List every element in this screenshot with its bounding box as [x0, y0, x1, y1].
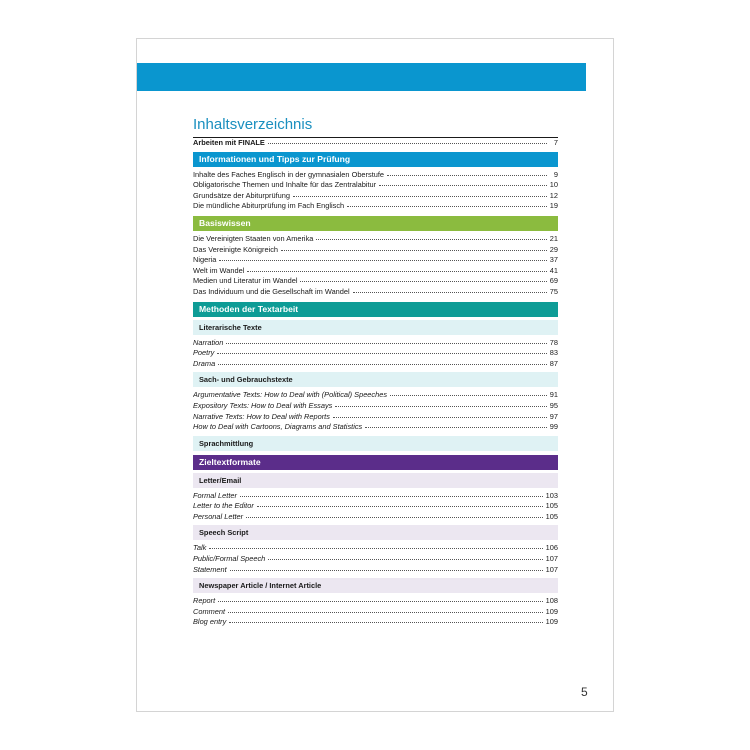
toc-entry[interactable] — [193, 554, 558, 565]
toc-entry[interactable] — [193, 596, 558, 607]
toc-entry-label: Expository Texts: How to Deal with Essays — [193, 400, 333, 410]
toc-entry-label: Drama — [193, 358, 216, 368]
toc-entry-page: 29 — [549, 244, 558, 254]
toc-entry-page: 106 — [545, 543, 558, 553]
toc-entry-page: 99 — [549, 422, 558, 432]
toc-entry-page: 9 — [553, 169, 558, 179]
toc-entry-page: 37 — [549, 255, 558, 265]
toc-entry-label: Argumentative Texts: How to Deal with (Political) Speeches — [193, 390, 388, 400]
toc-entry-page: 95 — [549, 400, 558, 410]
toc-entry-page: 7 — [553, 138, 558, 147]
table-of-contents — [193, 115, 558, 628]
dot-leader — [379, 185, 547, 186]
dot-leader — [390, 395, 547, 396]
dot-leader — [335, 406, 546, 407]
subsection-heading-literarische-texte: Literarische Texte — [193, 320, 558, 335]
toc-entry-page: 75 — [549, 286, 558, 296]
section-heading-basiswissen: Basiswissen — [193, 216, 558, 231]
subsection-heading-newspaper-article: Newspaper Article / Internet Article — [193, 578, 558, 593]
toc-entry-page: 97 — [549, 411, 558, 421]
dot-leader — [316, 239, 546, 240]
subsection-heading-letter-email: Letter/Email — [193, 473, 558, 488]
toc-entry-page: 109 — [545, 606, 558, 616]
subsection-heading-speech-script: Speech Script — [193, 525, 558, 540]
toc-entry[interactable] — [193, 191, 558, 202]
toc-entry-page: 103 — [545, 490, 558, 500]
section-heading-zieltextformate: Zieltextformate — [193, 455, 558, 470]
toc-entry[interactable] — [193, 501, 558, 512]
toc-entry-page: 41 — [549, 265, 558, 275]
toc-entry-label: How to Deal with Cartoons, Diagrams and Statistics — [193, 422, 363, 432]
toc-entry[interactable] — [193, 565, 558, 576]
toc-entry-page: 10 — [549, 180, 558, 190]
toc-entry-page: 105 — [545, 511, 558, 521]
toc-entry-label: Letter to the Editor — [193, 501, 254, 511]
dot-leader — [387, 175, 547, 176]
toc-entry-page: 108 — [545, 596, 558, 606]
toc-entry-label: Die Vereinigten Staaten von Amerika — [193, 233, 314, 243]
toc-entry[interactable] — [193, 170, 558, 181]
dot-leader — [218, 601, 542, 602]
toc-entry-page: 19 — [549, 201, 558, 211]
dot-leader — [230, 570, 543, 571]
toc-entry[interactable] — [193, 287, 558, 298]
dot-leader — [246, 517, 543, 518]
toc-entry-label: Die mündliche Abiturprüfung im Fach Englisch — [193, 201, 345, 211]
toc-entry-label: Public/Formal Speech — [193, 554, 266, 564]
subsection-heading-sprachmittlung: Sprachmittlung — [193, 436, 558, 451]
toc-entry[interactable] — [193, 401, 558, 412]
toc-entry[interactable] — [193, 338, 558, 349]
toc-entry[interactable] — [193, 245, 558, 256]
toc-entry[interactable] — [193, 412, 558, 423]
toc-entry[interactable] — [193, 607, 558, 618]
dot-leader — [293, 196, 547, 197]
toc-entry[interactable] — [193, 201, 558, 212]
toc-entry[interactable] — [193, 512, 558, 523]
dot-leader — [209, 548, 542, 549]
dot-leader — [353, 292, 547, 293]
section-basiswissen-list — [193, 234, 558, 298]
toc-entry[interactable] — [193, 234, 558, 245]
toc-entry-label: Nigeria — [193, 255, 217, 265]
toc-entry-label: Grundsätze der Abiturprüfung — [193, 190, 290, 200]
dot-leader — [268, 143, 547, 144]
dot-leader — [268, 559, 542, 560]
page-title: Inhaltsverzeichnis — [193, 116, 313, 133]
toc-entry[interactable] — [193, 137, 558, 148]
toc-entry-page: 87 — [549, 358, 558, 368]
toc-entry-label: Arbeiten mit FINALE — [193, 138, 265, 147]
dot-leader — [247, 271, 546, 272]
toc-entry[interactable] — [193, 422, 558, 433]
toc-entry-page: 109 — [545, 617, 558, 627]
toc-entry-label: Blog entry — [193, 617, 227, 627]
page-number: 5 — [581, 685, 588, 699]
toc-entry-label: Personal Letter — [193, 511, 244, 521]
toc-entry-label: Medien und Literatur im Wandel — [193, 276, 298, 286]
toc-entry-label: Talk — [193, 543, 207, 553]
toc-entry-label: Poetry — [193, 348, 215, 358]
toc-entry-label: Narration — [193, 337, 224, 347]
toc-entry-label: Statement — [193, 564, 227, 574]
toc-entry-page: 12 — [549, 190, 558, 200]
toc-entry-page: 69 — [549, 276, 558, 286]
toc-entry-label: Inhalte des Faches Englisch in der gymnasialen Oberstufe — [193, 169, 385, 179]
dot-leader — [300, 281, 546, 282]
dot-leader — [229, 622, 542, 623]
toc-entry-page: 91 — [549, 390, 558, 400]
dot-leader — [347, 206, 547, 207]
dot-leader — [365, 427, 547, 428]
toc-entry-page: 107 — [545, 564, 558, 574]
toc-entry-page: 78 — [549, 337, 558, 347]
toc-entry-label: Das Vereinigte Königreich — [193, 244, 279, 254]
dot-leader — [218, 364, 547, 365]
toc-entry-page: 105 — [545, 501, 558, 511]
subsection-heading-sachtexte: Sach- und Gebrauchstexte — [193, 372, 558, 387]
dot-leader — [257, 506, 543, 507]
book-page — [136, 38, 614, 712]
toc-entry-label: Formal Letter — [193, 490, 237, 500]
dot-leader — [228, 612, 543, 613]
toc-entry-label: Obligatorische Themen und Inhalte für das Zentralabitur — [193, 180, 377, 190]
section-heading-methoden: Methoden der Textarbeit — [193, 302, 558, 317]
toc-entry[interactable] — [193, 491, 558, 502]
dot-leader — [219, 260, 546, 261]
toc-entry[interactable] — [193, 543, 558, 554]
section-informationen-list — [193, 170, 558, 212]
toc-entry-page: 21 — [549, 233, 558, 243]
toc-entry[interactable] — [193, 266, 558, 277]
toc-entry[interactable] — [193, 348, 558, 359]
toc-entry-label: Report — [193, 596, 216, 606]
toc-entry[interactable] — [193, 359, 558, 370]
toc-entry-page: 83 — [549, 348, 558, 358]
dot-leader — [217, 353, 546, 354]
toc-entry[interactable] — [193, 390, 558, 401]
dot-leader — [226, 343, 546, 344]
dot-leader — [240, 496, 543, 497]
header-color-bar — [137, 63, 586, 91]
toc-entry[interactable] — [193, 255, 558, 266]
toc-entry[interactable] — [193, 617, 558, 628]
toc-entry[interactable] — [193, 276, 558, 287]
toc-entry-label: Das Individuum und die Gesellschaft im Wandel — [193, 286, 350, 296]
toc-entry-label: Narrative Texts: How to Deal with Reports — [193, 411, 330, 421]
toc-entry[interactable] — [193, 180, 558, 191]
toc-entry-label: Comment — [193, 606, 226, 616]
dot-leader — [333, 417, 547, 418]
toc-entry-page: 107 — [545, 554, 558, 564]
toc-entry-label: Welt im Wandel — [193, 265, 245, 275]
dot-leader — [281, 250, 547, 251]
section-heading-informationen: Informationen und Tipps zur Prüfung — [193, 152, 558, 167]
